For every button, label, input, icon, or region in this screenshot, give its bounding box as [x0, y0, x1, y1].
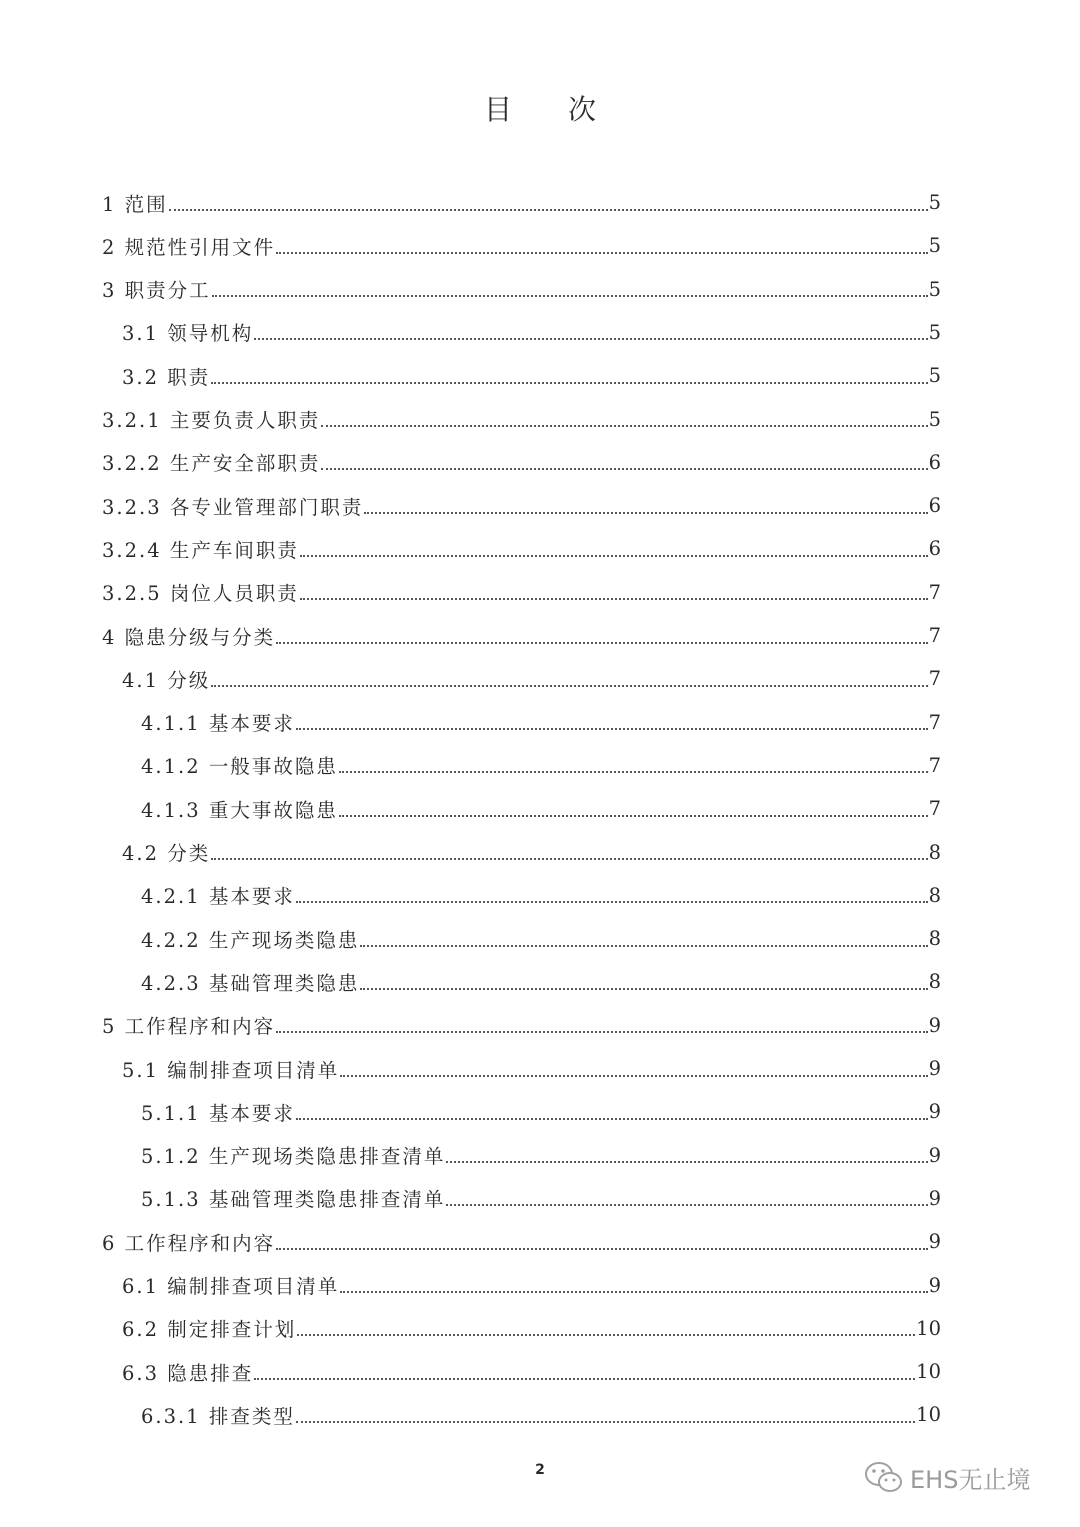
toc-entry-label: 3.1 领导机构 — [122, 322, 254, 346]
toc-entry[interactable] — [102, 571, 941, 614]
toc-entry-label: 3.2.2 生产安全部职责 — [102, 452, 321, 476]
toc-entry-label: 1 范围 — [102, 192, 168, 216]
toc-entry-label: 4.1.2 一般事故隐患 — [141, 755, 338, 779]
toc-leader-dots — [169, 209, 928, 211]
toc-entry-page: 7 — [928, 624, 941, 647]
toc-entry-label: 4.2 分类 — [122, 842, 211, 865]
toc-entry-page: 10 — [916, 1403, 941, 1427]
toc-entry-label: 5.1.2 生产现场类隐患排查清单 — [141, 1145, 446, 1169]
toc-leader-dots — [212, 295, 928, 297]
toc-entry-label: 3.2.5 岗位人员职责 — [102, 582, 299, 606]
toc-entry-label: 4.2.2 生产现场类隐患 — [141, 928, 360, 952]
toc-entry[interactable] — [122, 354, 941, 397]
toc-entry-label: 2 规范性引用文件 — [102, 235, 276, 259]
toc-entry-page: 9 — [928, 1013, 941, 1037]
toc-leader-dots — [360, 945, 927, 947]
toc-entry[interactable] — [122, 831, 941, 874]
toc-entry-label: 3.2.3 各专业管理部门职责 — [102, 495, 364, 519]
toc-entry-label: 6 工作程序和内容 — [102, 1231, 276, 1255]
toc-leader-dots — [446, 1161, 927, 1163]
toc-leader-dots — [364, 512, 927, 514]
toc-entry[interactable] — [141, 874, 941, 917]
toc-entry[interactable] — [122, 1350, 941, 1393]
toc-entry-label: 4.1.1 基本要求 — [141, 712, 295, 736]
toc-entry-label: 3.2 职责 — [122, 365, 211, 389]
toc-entry-label: 5.1.3 基础管理类隐患排查清单 — [141, 1188, 446, 1212]
toc-entry-page: 8 — [928, 840, 941, 864]
toc-entry-label: 4.1 分级 — [122, 668, 211, 692]
toc-leader-dots — [300, 555, 928, 557]
toc-entry-page: 6 — [928, 537, 941, 561]
toc-entry-page: 5 — [928, 364, 941, 388]
toc-entry[interactable] — [141, 960, 941, 1003]
toc-entry[interactable] — [141, 787, 941, 830]
toc-entry[interactable] — [122, 311, 941, 354]
toc-entry[interactable] — [102, 181, 941, 224]
toc-entry[interactable] — [102, 268, 941, 311]
toc-entry-page: 7 — [928, 797, 941, 821]
toc-entry[interactable] — [102, 1220, 941, 1263]
toc-leader-dots — [340, 1075, 927, 1077]
toc-entry[interactable] — [141, 917, 941, 960]
watermark — [864, 1460, 1030, 1495]
toc-entry-page: 7 — [928, 753, 941, 777]
title-char-2: 次 — [568, 93, 597, 126]
toc-entry-page: 5 — [928, 191, 941, 214]
toc-leader-dots — [339, 771, 928, 773]
toc-entry[interactable] — [102, 614, 941, 657]
toc-entry-page: 10 — [916, 1316, 941, 1340]
toc-leader-dots — [296, 1118, 928, 1120]
toc-entry-page: 9 — [928, 1186, 941, 1210]
toc-entry-label: 4.2.1 基本要求 — [141, 885, 295, 909]
toc-entry-page: 10 — [916, 1360, 941, 1384]
toc-entry[interactable] — [122, 1307, 941, 1350]
toc-leader-dots — [211, 685, 927, 687]
toc-entry-page: 8 — [928, 970, 941, 994]
toc-entry-label: 6.2 制定排查计划 — [122, 1318, 297, 1342]
toc-entry-page: 9 — [928, 1230, 941, 1254]
toc-leader-dots — [321, 425, 927, 427]
toc-entry-page: 7 — [928, 667, 941, 691]
toc-leader-dots — [276, 1248, 927, 1250]
watermark-text: EHS无止境 — [910, 1466, 1031, 1494]
toc-leader-dots — [296, 901, 928, 903]
toc-entry-label: 3.2.4 生产车间职责 — [102, 538, 299, 562]
toc-entry-label: 6.3 隐患排查 — [122, 1361, 254, 1385]
toc-leader-dots — [276, 1031, 927, 1033]
toc-entry[interactable] — [141, 701, 941, 744]
toc-entry-page: 5 — [928, 407, 941, 431]
toc-entry-page: 5 — [928, 234, 941, 258]
toc-entry-page: 7 — [928, 580, 941, 604]
toc-entry[interactable] — [122, 1264, 941, 1307]
toc-entry[interactable] — [141, 744, 941, 787]
toc-leader-dots — [296, 728, 928, 730]
toc-leader-dots — [340, 1291, 927, 1293]
toc-entry-label: 6.1 编制排查项目清单 — [122, 1275, 340, 1298]
toc-entry-page: 8 — [928, 883, 941, 907]
toc-entry-page: 9 — [928, 1057, 941, 1080]
toc-entry-page: 5 — [928, 320, 941, 344]
toc-entry[interactable] — [141, 1393, 941, 1436]
toc-entry[interactable] — [102, 224, 941, 267]
toc-entry[interactable] — [102, 441, 941, 484]
toc-entry-label: 4.2.3 基础管理类隐患 — [141, 971, 360, 995]
toc-leader-dots — [339, 815, 928, 817]
toc-entry[interactable] — [102, 1004, 941, 1047]
toc-leader-dots — [254, 338, 927, 340]
page-number: 2 — [535, 1462, 545, 1478]
toc-entry[interactable] — [122, 657, 941, 700]
toc-entry-page: 9 — [928, 1143, 941, 1167]
toc-entry-label: 5.1 编制排查项目清单 — [122, 1058, 340, 1082]
toc-entry-label: 5 工作程序和内容 — [102, 1015, 276, 1039]
title-char-1: 目 — [483, 93, 512, 126]
toc-entry[interactable] — [141, 1134, 941, 1177]
toc-leader-dots — [321, 468, 927, 470]
toc-leader-dots — [300, 598, 928, 600]
toc-leader-dots — [276, 642, 927, 644]
toc-entry-label: 6.3.1 排查类型 — [141, 1404, 295, 1428]
toc-entry-page: 6 — [928, 450, 941, 474]
toc-entry[interactable] — [141, 1177, 941, 1220]
page-title — [0, 88, 1080, 128]
toc-entry-page: 8 — [928, 927, 941, 951]
toc-entry[interactable] — [122, 1047, 941, 1090]
toc-leader-dots — [446, 1204, 927, 1206]
toc-leader-dots — [360, 988, 927, 990]
toc-entry[interactable] — [102, 527, 941, 570]
toc-entry-page: 6 — [928, 494, 941, 518]
toc-leader-dots — [254, 1378, 915, 1380]
toc-leader-dots — [297, 1334, 915, 1336]
toc-leader-dots — [296, 1421, 915, 1423]
toc-entry-page: 9 — [928, 1273, 941, 1297]
toc-entry[interactable] — [141, 1090, 941, 1133]
toc-entry-page: 5 — [928, 277, 941, 301]
toc-entry-label: 4 隐患分级与分类 — [102, 625, 276, 649]
toc-entry-page: 7 — [928, 710, 941, 734]
toc-entry-label: 5.1.1 基本要求 — [141, 1101, 295, 1125]
toc-entry-label: 3 职责分工 — [102, 279, 211, 303]
toc-leader-dots — [211, 382, 927, 384]
toc-leader-dots — [276, 252, 927, 254]
toc-entry-label: 3.2.1 主要负责人职责 — [102, 409, 321, 432]
toc-leader-dots — [211, 858, 927, 860]
toc-entry-page: 9 — [928, 1100, 941, 1124]
toc-entry[interactable] — [102, 484, 941, 527]
toc-entry[interactable] — [102, 398, 941, 441]
toc-entry-label: 4.1.3 重大事故隐患 — [141, 798, 338, 822]
wechat-icon — [864, 1461, 904, 1495]
